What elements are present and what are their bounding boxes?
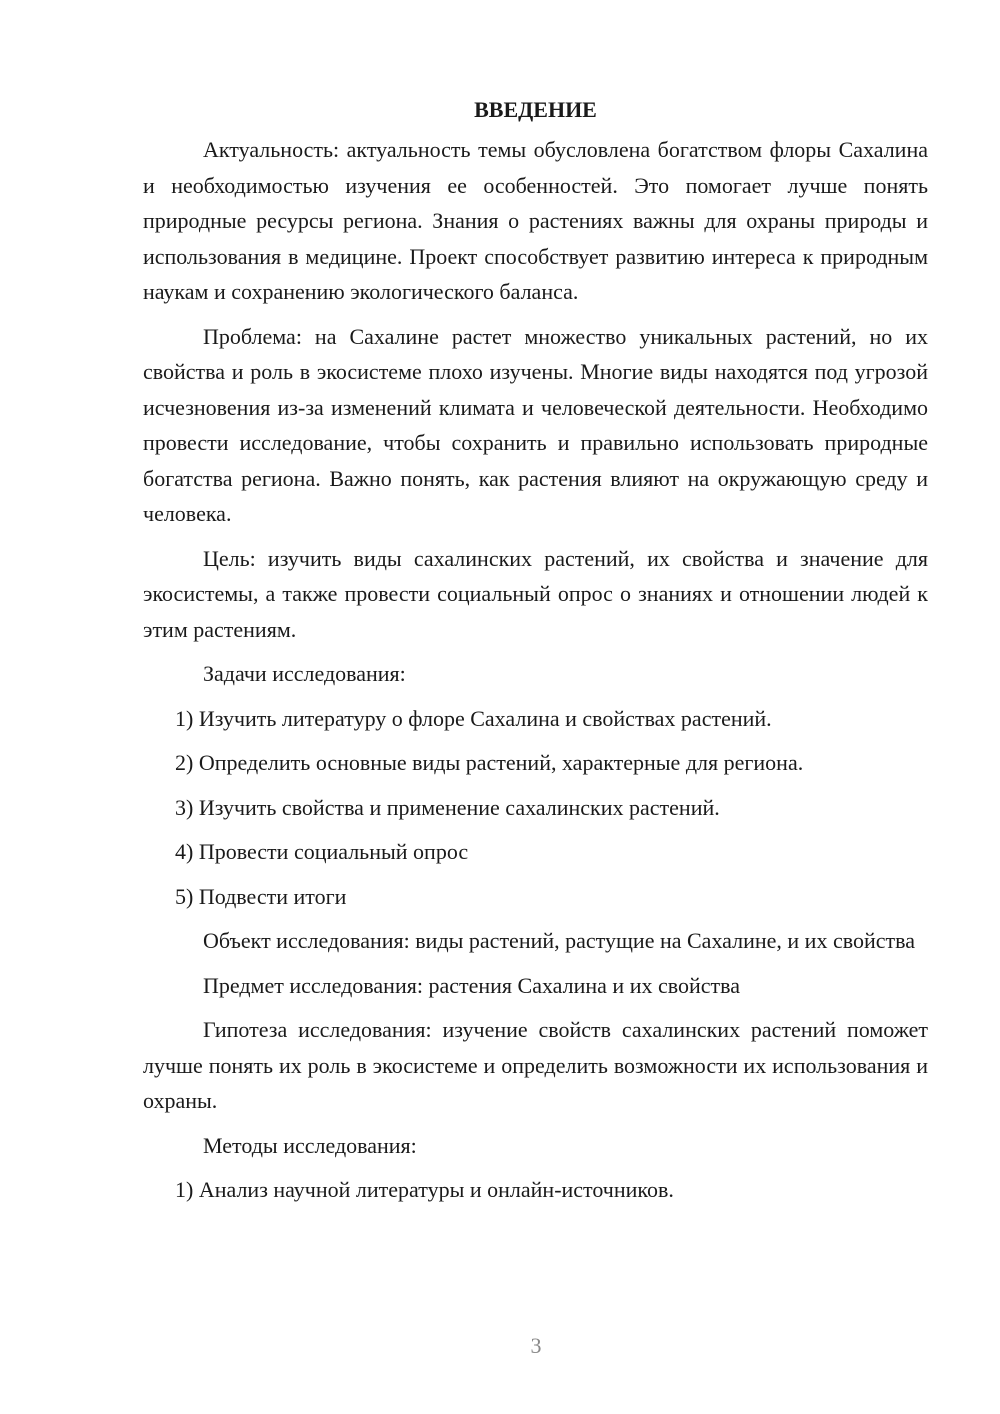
hypothesis-paragraph: Гипотеза исследования: изучение свойств сахалинских растений поможет лучше понять их роль в экосистеме и определить возможности их использования и охраны. — [143, 1017, 928, 1113]
goal-paragraph: Цель: изучить виды сахалинских растений, их свойства и значение для экосистемы, а также провести социальный опрос о знаниях и отношении людей к этим растениям. — [143, 545, 928, 642]
task-item-5: 5) Подвести итоги — [175, 883, 347, 909]
task-item-3: 3) Изучить свойства и применение сахалинских растений. — [175, 794, 720, 820]
task-item-4: 4) Провести социальный опрос — [175, 839, 469, 864]
tasks-heading: Задачи исследования: — [203, 661, 406, 686]
problem-paragraph: Проблема: на Сахалине растет множество уникальных растений, но их свойства и роль в экосистеме плохо изучены. Многие виды находятся под угрозой исчезновения из-за изменений климата и человеческой деятельности. Необходимо провести исследование, чтобы сохранить и правильно использовать природные богатства региона. Важно понять, как растения влияют на окружающую среду и человека. — [143, 323, 928, 526]
task-item-1: 1) Изучить литературу о флоре Сахалина и свойствах растений. — [175, 705, 772, 731]
task-item-2: 2) Определить основные виды растений, характерные для региона. — [175, 750, 804, 775]
subject-paragraph: Предмет исследования: растения Сахалина и их свойства — [203, 972, 740, 998]
document-page — [143, 92, 928, 1217]
page-title: ВВЕДЕНИЕ — [474, 97, 597, 122]
relevance-paragraph: Актуальность: актуальность темы обусловлена богатством флоры Сахалина и необходимостью изучения ее особенностей. Это помогает лучше понять природные ресурсы региона. Знания о растениях важны для охраны природы и использования в медицине. Проект способствует развитию интереса к природным наукам и сохранению экологического баланса. — [143, 137, 928, 304]
method-item-1: 1) Анализ научной литературы и онлайн-источников. — [175, 1177, 674, 1202]
page-number: 3 — [530, 1333, 542, 1358]
methods-heading: Методы исследования: — [203, 1132, 417, 1158]
object-paragraph: Объект исследования: виды растений, растущие на Сахалине, и их свойства — [203, 928, 915, 953]
